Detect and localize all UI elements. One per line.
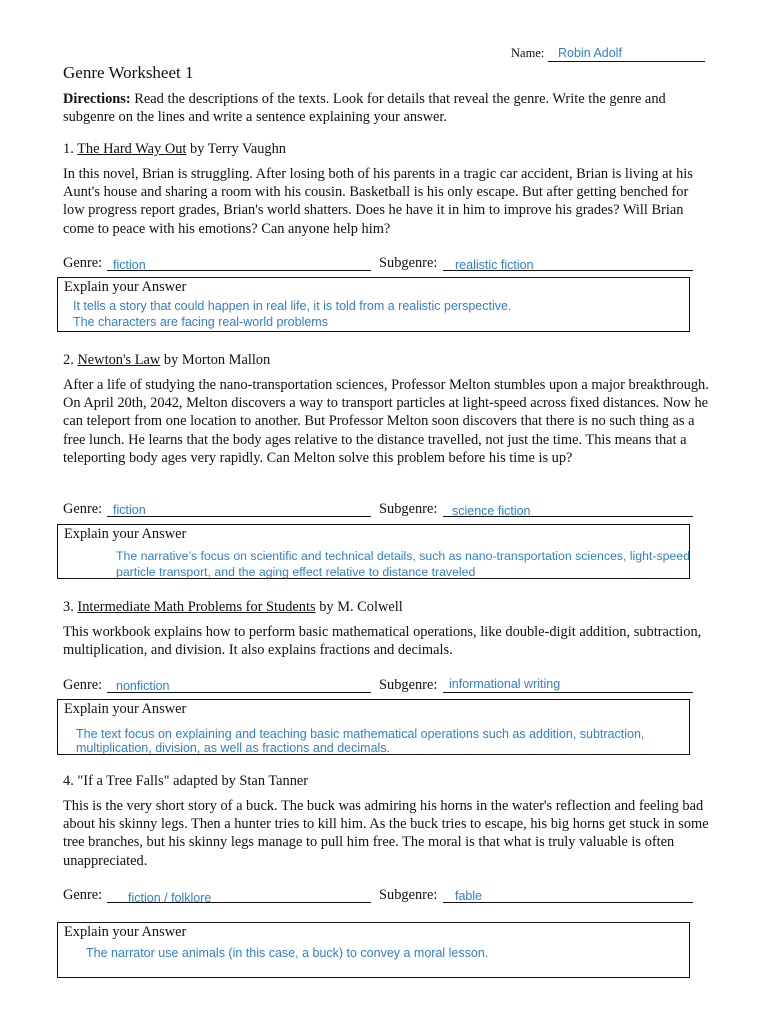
item-3-description: This workbook explains how to perform basic mathematical operations, like double-digit addition, subtraction, multiplication, and division. It also explains fractions and decimals. bbox=[63, 624, 702, 659]
item-2-explanation-line-1[interactable]: The narrative’s focus on scientific and technical details, such as nano-transportation sciences, light-speed bbox=[116, 549, 690, 563]
item-4-subgenre-field[interactable]: fable bbox=[455, 889, 483, 903]
item-3-subgenre-line bbox=[443, 692, 693, 693]
item-2-number: 2. bbox=[63, 352, 74, 368]
item-1-description: In this novel, Brian is struggling. After losing both of his parents in a tragic car accident, Brian is living at his Aunt's house and sharing a room with his cousin. Basketball is his only escape. But after getting benched for low progress report grades, Brian's world shatters. Does he have it in him to improve his grades? Will Brian come to peace with his emotions? Can anyone help him? bbox=[63, 166, 693, 237]
item-2-explain-label: Explain your Answer bbox=[64, 526, 187, 542]
item-1-byline: by Terry Vaughn bbox=[186, 141, 287, 157]
item-1-genre-field[interactable]: fiction bbox=[113, 258, 146, 272]
item-1-explanation-line-2[interactable]: The characters are facing real-world problems bbox=[73, 315, 328, 329]
item-1-subgenre-label: Subgenre: bbox=[379, 255, 438, 271]
item-2-byline: by Morton Mallon bbox=[160, 352, 271, 368]
item-4-byline: adapted by Stan Tanner bbox=[169, 773, 309, 789]
item-2-subgenre-label: Subgenre: bbox=[379, 501, 438, 517]
item-3-explanation-line-1[interactable]: The text focus on explaining and teaching basic mathematical operations such as addition, subtraction, bbox=[76, 727, 645, 741]
item-4-explain-label: Explain your Answer bbox=[64, 924, 187, 940]
item-4-description: This is the very short story of a buck. The buck was admiring his horns in the water's reflection and feeling bad about his skinny legs. Then a hunter tries to kill him. As the buck tries to escape, his big horns get stuck in some tree branches, but his skinny legs manage to pull him free. The moral is that what is truly valuable is often unappreciated. bbox=[63, 798, 709, 869]
item-1-subgenre-field[interactable]: realistic fiction bbox=[455, 258, 534, 272]
item-1-genre-line bbox=[107, 270, 371, 271]
item-4-title: "If a Tree Falls" bbox=[77, 773, 170, 789]
item-2-explain-box bbox=[57, 524, 690, 579]
item-3-explain-label: Explain your Answer bbox=[64, 701, 187, 717]
item-1-genre-label: Genre: bbox=[63, 255, 103, 271]
item-1-heading bbox=[63, 141, 286, 158]
item-4-explanation-line-1[interactable]: The narrator use animals (in this case, a buck) to convey a moral lesson. bbox=[86, 946, 489, 960]
name-label: Name: bbox=[511, 46, 545, 60]
item-2-genre-field[interactable]: fiction bbox=[113, 503, 146, 517]
directions-label: Directions: bbox=[63, 91, 131, 107]
item-1-explain-label: Explain your Answer bbox=[64, 279, 187, 295]
item-4-genre-label: Genre: bbox=[63, 887, 103, 903]
page-title: Genre Worksheet 1 bbox=[63, 63, 194, 82]
item-1-explanation-line-1[interactable]: It tells a story that could happen in real life, it is told from a realistic perspective. bbox=[73, 299, 512, 313]
item-4-genre-field[interactable]: fiction / folklore bbox=[128, 891, 212, 905]
item-2-description: After a life of studying the nano-transportation sciences, Professor Melton stumbles upon a major breakthrough. On April 20th, 2042, Melton discovers a way to transport particles at light-speed across fixed distances. Now he can teleport from one location to another. But Professor Melton soon discovers that there is no such thing as a free lunch. He learns that the body ages relative to the distance travelled, not just the time. This means that a teleporting body ages very rapidly. Can Melton solve this problem before his time is up? bbox=[63, 377, 709, 466]
item-2-heading bbox=[63, 352, 270, 369]
item-4-subgenre-label: Subgenre: bbox=[379, 887, 438, 903]
item-4-explain-box bbox=[57, 922, 690, 978]
item-3-explain-box bbox=[57, 699, 690, 755]
item-3-genre-field[interactable]: nonfiction bbox=[116, 679, 170, 693]
item-3-byline: by M. Colwell bbox=[315, 599, 403, 615]
item-2-title: Newton's Law bbox=[77, 352, 161, 368]
item-4-heading bbox=[63, 773, 308, 790]
item-2-subgenre-field[interactable]: science fiction bbox=[452, 504, 531, 518]
item-3-subgenre-label: Subgenre: bbox=[379, 677, 438, 693]
item-3-genre-label: Genre: bbox=[63, 677, 103, 693]
item-2-genre-line bbox=[107, 516, 371, 517]
item-1-number: 1. bbox=[63, 141, 74, 157]
item-3-heading bbox=[63, 599, 403, 616]
item-2-genre-label: Genre: bbox=[63, 501, 103, 517]
item-3-subgenre-field[interactable]: informational writing bbox=[449, 677, 561, 691]
directions-text: Read the descriptions of the texts. Look for details that reveal the genre. Write the genre and subgenre on the lines and write a sentence explaining your answer. bbox=[63, 91, 666, 126]
item-3-explanation-line-2[interactable]: multiplication, division, as well as fractions and decimals. bbox=[76, 741, 391, 755]
item-1-title: The Hard Way Out bbox=[77, 141, 187, 157]
directions bbox=[63, 90, 711, 126]
name-field[interactable]: Robin Adolf bbox=[558, 46, 622, 60]
item-3-number: 3. bbox=[63, 599, 74, 615]
item-4-number: 4. bbox=[63, 773, 74, 789]
name-line bbox=[548, 61, 705, 62]
item-1-explain-box bbox=[57, 277, 690, 332]
item-3-title: Intermediate Math Problems for Students bbox=[77, 599, 316, 615]
item-2-explanation-line-2[interactable]: particle transport, and the aging effect relative to distance traveled bbox=[116, 565, 476, 579]
